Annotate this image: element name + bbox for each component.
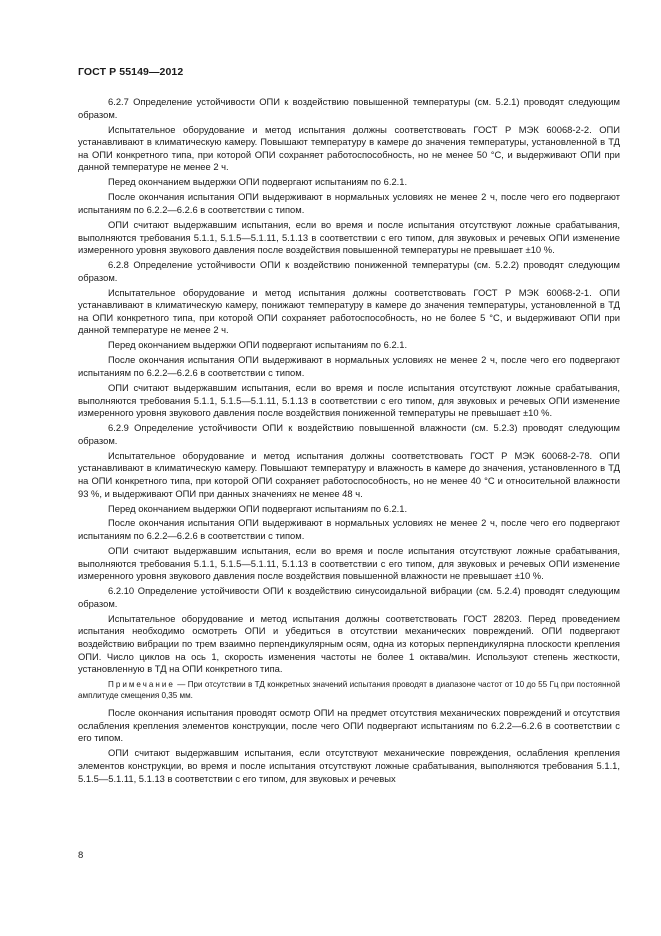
document-header: ГОСТ Р 55149—2012 bbox=[78, 66, 184, 78]
paragraph: ОПИ считают выдержавшим испытания, если во время и после испытания отсутствуют ложные срабатывания, выполняются требования 5.1.1, 5.1.5—5.1.11, 5.1.13 в соответствии с его типом, для звуковых и речевых ОПИ изменение измеренного уровня звукового давления после воздействия пониженной температуры не превышает ±10 %. bbox=[78, 381, 620, 419]
paragraph: Испытательное оборудование и метод испытания должны соответствовать ГОСТ Р МЭК 60068-2-1. ОПИ устанавливают в климатическую камеру, понижают температуру в камере до значения температуры, установленной в ТД на ОПИ конкретного типа, при которой ОПИ сохраняет работоспособность, но не более 5 °С, и выдерживают ОПИ при данной температуре не менее 2 ч. bbox=[78, 286, 620, 336]
paragraph: После окончания испытания ОПИ выдерживают в нормальных условиях не менее 2 ч, после чего его подвергают испытаниям по 6.2.2—6.2.6 в соответствии с типом. bbox=[78, 354, 620, 378]
paragraph: Испытательное оборудование и метод испытания должны соответствовать ГОСТ 28203. Перед проведением испытания необходимо осмотреть ОПИ и убедиться в отсутствии механических повреждений. ОПИ подвергают воздействию вибрации по трем взаимно перпендикулярным осям, одна из которых перпендикулярна плоскости крепления ОПИ. Число циклов на ось 1, скорость изменения частоты не более 1 октава/мин. Используют степень жесткости, установленную в ТД на ОПИ конкретного типа. bbox=[78, 612, 620, 675]
page-number: 8 bbox=[78, 850, 84, 861]
paragraph: Перед окончанием выдержки ОПИ подвергают испытаниям по 6.2.1. bbox=[108, 176, 408, 188]
paragraph: 6.2.9 Определение устойчивости ОПИ к воздействию повышенной влажности (см. 5.2.3) проводят следующим образом. bbox=[78, 422, 620, 446]
paragraph: 6.2.7 Определение устойчивости ОПИ к воздействию повышенной температуры (см. 5.2.1) проводят следующим образом. bbox=[78, 96, 620, 120]
note bbox=[78, 679, 620, 701]
document-body bbox=[78, 96, 620, 788]
note-label: Примечание bbox=[108, 679, 175, 689]
paragraph: Перед окончанием выдержки ОПИ подвергают испытаниям по 6.2.1. bbox=[108, 339, 408, 351]
paragraph: ОПИ считают выдержавшим испытания, если во время и после испытания отсутствуют ложные срабатывания, выполняются требования 5.1.1, 5.1.5—5.1.11, 5.1.13 в соответствии с его типом, для звуковых и речевых ОПИ изменение измеренного уровня звукового давления после воздействия повышенной влажности не превышает ±10 %. bbox=[78, 545, 620, 582]
paragraph: 6.2.8 Определение устойчивости ОПИ к воздействию пониженной температуры (см. 5.2.2) проводят следующим образом. bbox=[78, 259, 620, 283]
paragraph: 6.2.10 Определение устойчивости ОПИ к воздействию синусоидальной вибрации (см. 5.2.4) проводят следующим образом. bbox=[78, 585, 620, 609]
paragraph: ОПИ считают выдержавшим испытания, если отсутствуют механические повреждения, ослабления крепления элементов конструкции, во время и после испытания отсутствуют ложные срабатывания, выполняются требования 5.1.1, 5.1.5—5.1.11, 5.1.13 в соответствии с его типом, для звуковых и речевых bbox=[78, 747, 620, 784]
paragraph: После окончания испытания ОПИ выдерживают в нормальных условиях не менее 2 ч, после чего его подвергают испытаниям по 6.2.2—6.2.6 в соответствии с типом. bbox=[78, 191, 620, 215]
paragraph: Испытательное оборудование и метод испытания должны соответствовать ГОСТ Р МЭК 60068-2-78. ОПИ устанавливают в климатическую камеру. Повышают температуру и влажность в камере до значения, установленного в ТД на ОПИ конкретного типа, при которой ОПИ сохраняет работоспособность, но не менее 40 °С и относительной влажности 93 %, и выдерживают ОПИ при данных значениях не менее 48 ч. bbox=[78, 449, 620, 499]
paragraph: Испытательное оборудование и метод испытания должны соответствовать ГОСТ Р МЭК 60068-2-2. ОПИ устанавливают в климатическую камеру. Повышают температуру в камере до значения температуры, установленной в ТД на ОПИ конкретного типа, при которой ОПИ сохраняет работоспособность, но не менее 50 °С, и выдерживают ОПИ при данной температуре не менее 2 ч. bbox=[78, 123, 620, 173]
paragraph: После окончания испытания проводят осмотр ОПИ на предмет отсутствия механических повреждений и отсутствия ослабления крепления элементов конструкции, после чего ОПИ подвергают испытаниям по 6.2.2—6.2.6 в соответствии с его типом. bbox=[78, 707, 620, 744]
paragraph: После окончания испытания ОПИ выдерживают в нормальных условиях не менее 2 ч, после чего его подвергают испытаниям по 6.2.2—6.2.6 в соответствии с типом. bbox=[78, 517, 620, 542]
paragraph: ОПИ считают выдержавшим испытания, если во время и после испытания отсутствуют ложные срабатывания, выполняются требования 5.1.1, 5.1.5—5.1.11, 5.1.13 в соответствии с его типом, для звуковых и речевых ОПИ изменение измеренного уровня звукового давления после воздействия повышенной температуры не превышает ±10 %. bbox=[78, 218, 620, 256]
paragraph: Перед окончанием выдержки ОПИ подвергают испытаниям по 6.2.1. bbox=[108, 502, 408, 514]
note-text: — При отсутствии в ТД конкретных значений испытания проводят в диапазоне частот от 10 до 55 Гц при постоянной амплитуде смещения 0,35 мм. bbox=[78, 679, 620, 700]
